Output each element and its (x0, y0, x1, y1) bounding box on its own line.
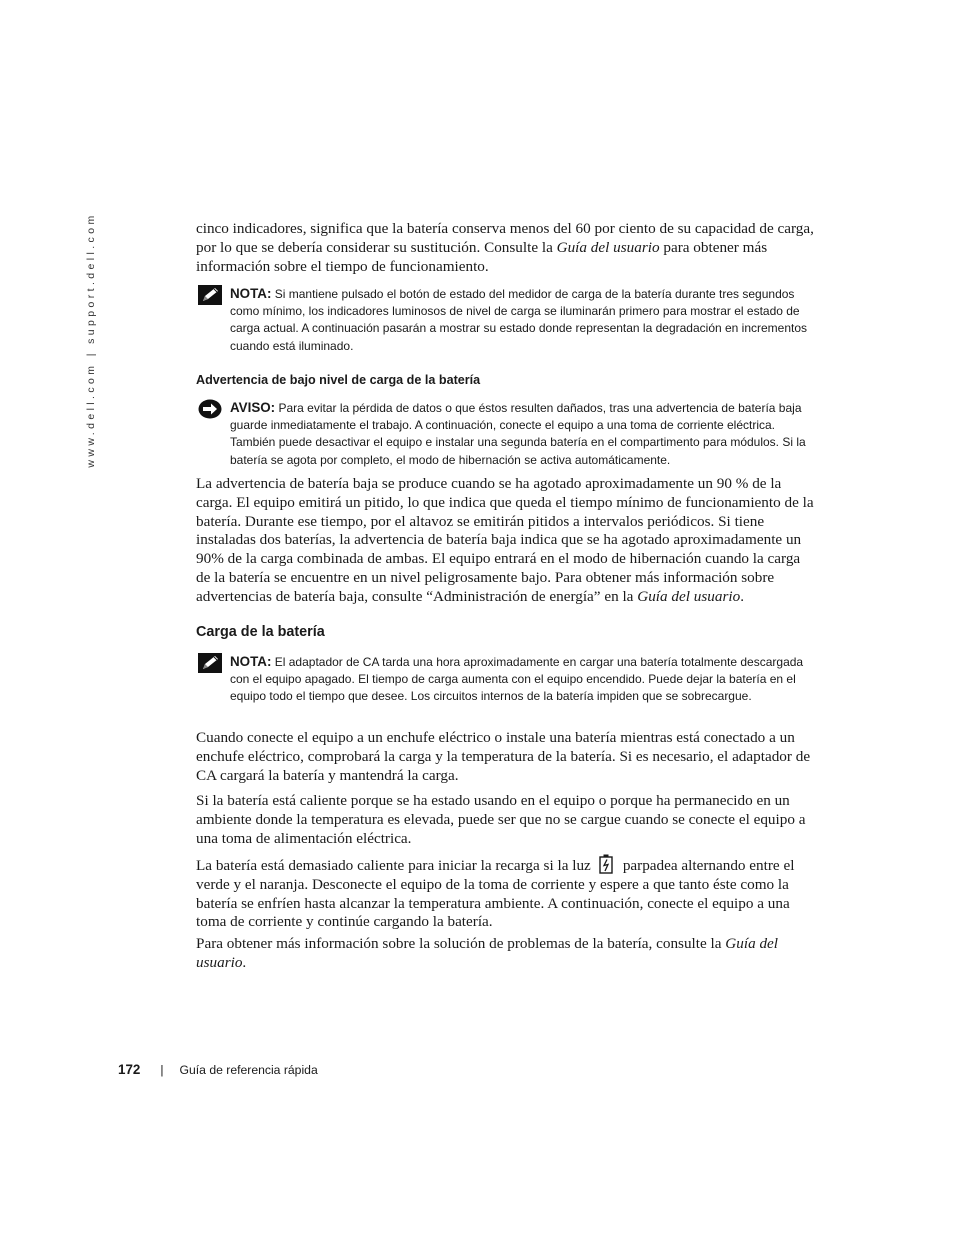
light-text-2: parpadea alternando entre el verde y el naranja. Desconecte el equipo de la toma de corriente y espere a que tanto éste como la batería se enfríen hasta alcanzar la temperatura ambiente. A continuación, conecte el equipo a una toma de corriente y continúe cargando la batería. (196, 857, 795, 931)
note-content (230, 653, 818, 706)
page-number: 172 (118, 1062, 141, 1077)
notice-text: Para evitar la pérdida de datos o que éstos resulten dañados, tras una advertencia de batería baja guarde inmediatamente el trabajo. A continuación, conecte el equipo a una toma de corriente eléctrica. También puede desactivar el equipo e instalar una segunda batería en el compartimento para módulos. Si la batería se agota por completo, el modo de hibernación se activa automáticamente. (230, 401, 806, 467)
light-paragraph (196, 854, 818, 932)
notice-data-loss (198, 399, 818, 469)
page-footer (118, 1062, 318, 1077)
pencil-note-icon (198, 653, 222, 673)
note-text: Si mantiene pulsado el botón de estado del medidor de carga de la batería durante tres segundos como mínimo, los indicadores luminosos de nivel de carga se iluminarán primero para mostrar el estado de carga actual. A continuación pasarán a mostrar su estado donde representan la degradación en incrementos cuando está iluminado. (230, 287, 808, 353)
more-info-text-2: . (242, 953, 247, 971)
note-content (230, 285, 818, 355)
notice-label: AVISO: (230, 400, 276, 415)
low-battery-text-1: La advertencia de batería baja se produce cuando se ha agotado aproximadamente un 90 % de la carga. El equipo emitirá un pitido, lo que indica que queda el tiempo mínimo de funcionamiento de la batería. Durante ese tiempo, por el altavoz se emitirán pitidos a intervalos periódicos. Si tiene instaladas dos baterías, la advertencia de batería baja indica que se ha agotado aproximadamente un 90% de la carga combinada de ambas. El equipo entrará en el modo de hibernación cuando la carga de la batería se encuentre en un nivel peligrosamente bajo. Para obtener más información sobre advertencias de batería baja, consulte “Administración de energía” en la (196, 475, 814, 605)
low-battery-guide-reference: Guía del usuario (637, 587, 741, 605)
note-text: El adaptador de CA tarda una hora aproximadamente en cargar una batería totalmente descargada con el equipo apagado. El tiempo de carga aumenta con el equipo encendido. Puede dejar la batería en el equipo todo el tiempo que desee. Los circuitos internos de la batería impiden que se sobrecargue. (230, 655, 804, 704)
intro-text-1: cinco indicadores, significa que la batería conserva menos del 60 por ciento de su capacidad de carga, por lo que se debería considerar su sustitución. Consulte la (196, 220, 814, 256)
low-battery-heading: Advertencia de bajo nivel de carga de la batería (196, 373, 481, 387)
more-info-paragraph (196, 935, 818, 973)
battery-status-icon (599, 854, 613, 874)
note-ac-adapter (198, 653, 818, 706)
footer-separator: | (160, 1063, 164, 1077)
note-battery-gauge (198, 285, 818, 355)
notice-arrow-icon (198, 399, 222, 419)
charging-heading: Carga de la batería (196, 624, 325, 640)
intro-text-2: para obtener más información sobre el tiempo de funcionamiento. (196, 238, 768, 275)
pencil-note-icon (198, 285, 222, 305)
low-battery-text-2: . (740, 587, 744, 605)
note-label: NOTA: (230, 286, 272, 301)
footer-title: Guía de referencia rápida (179, 1063, 318, 1077)
intro-guide-reference: Guía del usuario (556, 238, 660, 256)
sidebar-url-text: www.dell.com | support.dell.com (85, 212, 97, 468)
sidebar-url (84, 212, 98, 468)
more-info-text-1: Para obtener más información sobre la solución de problemas de la batería, consulte la (196, 935, 726, 952)
intro-paragraph (196, 220, 818, 276)
connect-paragraph: Cuando conecte el equipo a un enchufe eléctrico o instale una batería mientras está conectado a un enchufe eléctrico, comprobará la carga y la temperatura de la batería. Si es necesario, el adaptador de CA cargará la batería y mantendrá la carga. (196, 729, 811, 784)
note-label: NOTA: (230, 654, 272, 669)
more-info-guide-reference: Guía del usuario (196, 935, 779, 971)
light-text-1: La batería está demasiado caliente para iniciar la recarga si la luz (196, 857, 591, 874)
notice-content (230, 399, 818, 469)
hot-battery-paragraph: Si la batería está caliente porque se ha estado usando en el equipo o porque ha permanecido en un ambiente donde la temperatura es elevada, puede ser que no se cargue cuando se conecte el equipo a una toma de alimentación eléctrica. (196, 792, 806, 847)
low-battery-paragraph (196, 475, 818, 607)
